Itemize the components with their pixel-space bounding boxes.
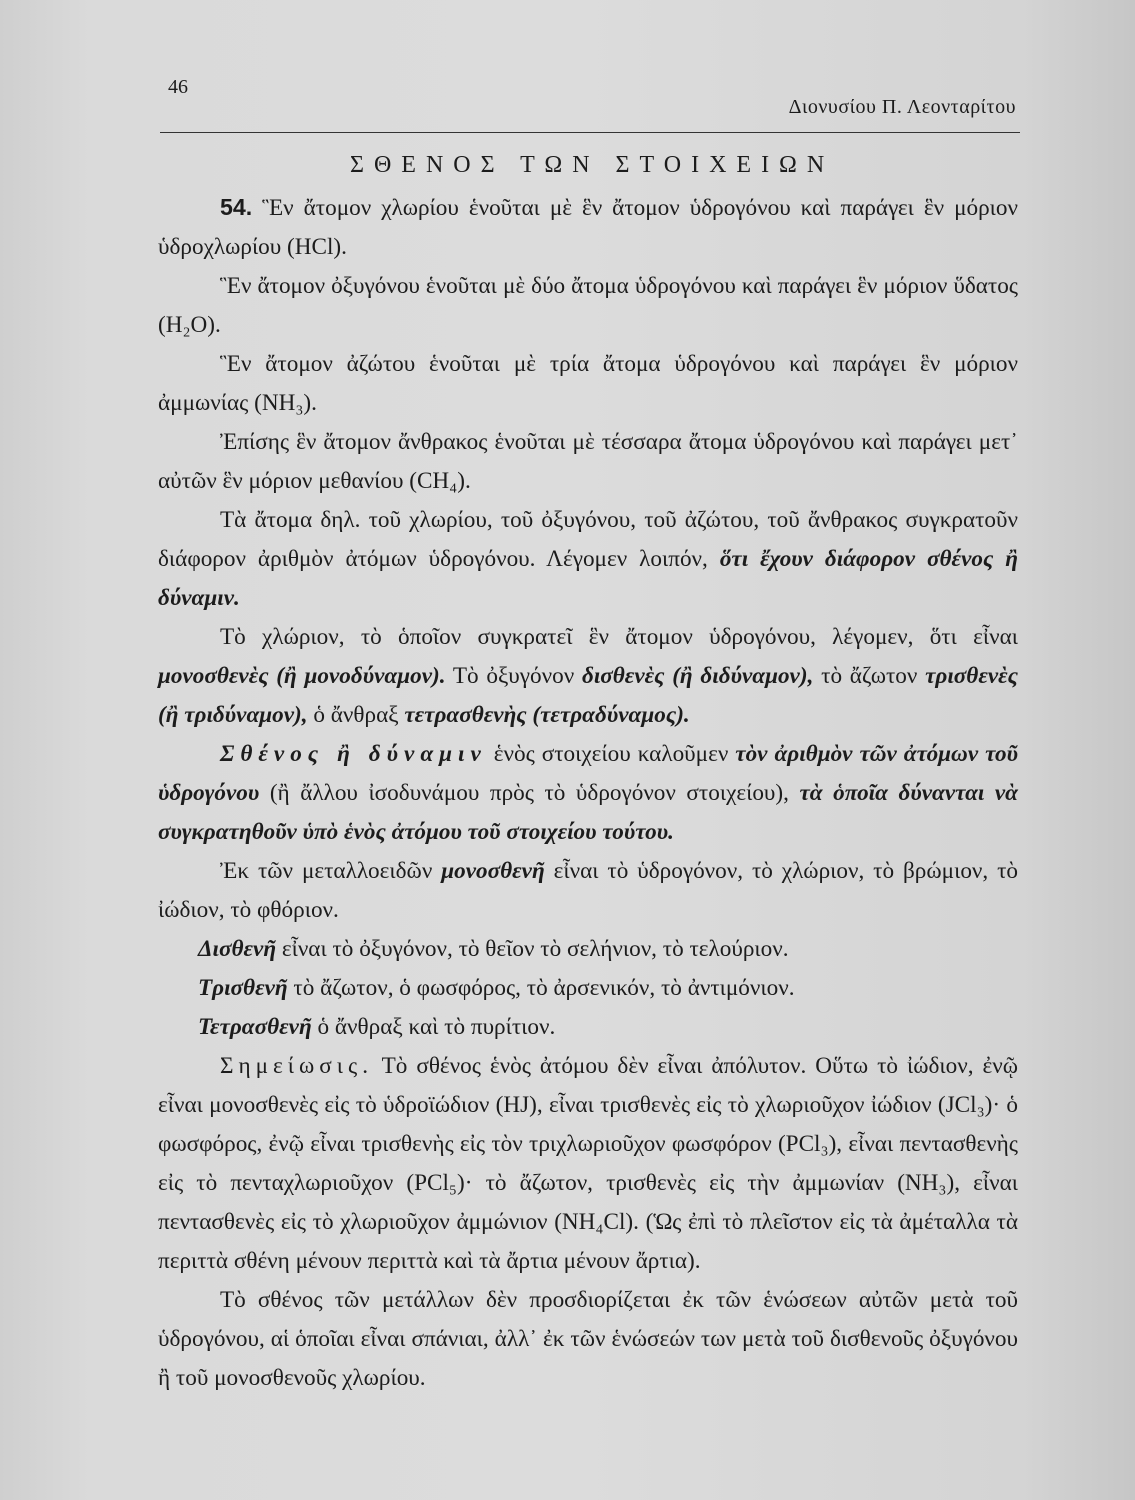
emphasis: τὰ ὁποῖα δύνανται νὰ συγκρατηθοῦν ὑπὸ ἑνὸς ἀτόμου τοῦ στοιχείου τούτου.	[158, 780, 1019, 845]
paragraph-text: Ἐκ τῶν μεταλλοειδῶν	[220, 858, 433, 884]
paragraph: Ἓν ἄτομον ὀξυγόνου ἑνοῦται μὲ δύο ἄτομα ὑδρογόνου καὶ παράγει ἓν μόριον ὕδατος (H₂O).	[158, 273, 1018, 338]
emphasis: τὸν ἀριθμὸν τῶν ἀτόμων τοῦ ὑδρογόνου	[158, 741, 1019, 806]
running-head: Διονυσίου Π. Λεονταρίτου	[788, 96, 1016, 118]
emphasis: Δισθενῆ	[198, 936, 277, 962]
paragraph: Ἓν ἄτομον ἀζώτου ἑνοῦται μὲ τρία ἄτομα ὑδρογόνου καὶ παράγει ἓν μόριον ἀμμωνίας (NH₃).	[158, 351, 1018, 416]
page-number: 46	[168, 76, 188, 98]
emphasis: τρισθενὲς (ἢ τριδύναμον),	[158, 663, 1018, 728]
page-header	[160, 70, 1020, 132]
emphasis: Τετρασθενῆ	[198, 1014, 312, 1040]
paragraph: Ἐπίσης ἓν ἄτομον ἄνθρακος ἑνοῦται μὲ τέσσαρα ἄτομα ὑδρογόνου καὶ παράγει μετ᾽ αὐτῶν ἓν μόριον μεθανίου (CH₄).	[158, 429, 1018, 494]
paragraph-definition	[158, 735, 1018, 852]
note-label: Σημείωσις.	[220, 1053, 374, 1079]
paragraph-text: τὸ ἄζωτον	[821, 663, 918, 689]
body-text	[158, 188, 1018, 1398]
section-title: ΣΘΕΝΟΣ ΤΩΝ ΣΤΟΙΧΕΙΩΝ	[350, 152, 835, 178]
paragraph-text: Τὸ σθένος ἑνὸς ἀτόμου δὲν εἶναι ἀπόλυτον. Οὕτω τὸ ἰώδιον, ἐνῷ εἶναι μονοσθενὲς εἰς τὸ ὑδροϊώδιον (HJ), εἶναι τρισθενὲς εἰς τὸ χλωριοῦχον ἰώδιον (JCl₃)· ὁ φωσφόρος, ἐνῷ εἶναι τρισθενὴς εἰς τὸν τριχλωριοῦχον φωσφόρον (PCl₃), εἶναι πεντασθενὴς εἰς τὸ πενταχλωριοῦχον (PCl₅)· τὸ ἄζωτον, τρισθενὲς εἰς τὴν ἀμμωνίαν (NH₃), εἶναι πεντασθενὲς εἰς τὸ χλωριοῦχον ἀμμώνιον (NH₄Cl). (Ὡς ἐπὶ τὸ πλεῖστον εἰς τὰ ἀμέταλλα τὰ περιττὰ σθένη μένουν περιττὰ καὶ τὰ ἄρτια μένουν ἄρτια).	[158, 1053, 1018, 1274]
emphasis: Τρισθενῆ	[198, 975, 288, 1001]
emphasis: τετρασθενὴς (τετραδύναμος).	[404, 702, 690, 728]
paragraph	[158, 501, 1018, 618]
emphasis: ὅτι ἔχουν διάφορον σθένος ἢ δύναμιν.	[158, 546, 1018, 611]
paragraph-54	[158, 188, 1018, 267]
paragraph-text: (ἢ ἄλλου ἰσοδυνάμου πρὸς τὸ ὑδρογόνον στοιχείου),	[269, 780, 789, 806]
paragraph	[158, 852, 1018, 930]
paragraph-text: εἶναι τὸ ὑδρογόνον, τὸ χλώριον, τὸ βρώμιον, τὸ ἰώδιον, τὸ φθόριον.	[158, 858, 1019, 923]
emphasis: μονοσθενὲς (ἢ μονοδύναμον).	[158, 663, 446, 689]
paragraph-text: ὁ ἄνθραξ	[313, 702, 399, 728]
paragraph	[158, 930, 1018, 969]
emphasis: μονοσθενῆ	[441, 858, 545, 884]
header-rule	[160, 132, 1020, 133]
paragraph-text: ὁ ἄνθραξ καὶ τὸ πυρίτιον.	[317, 1014, 556, 1040]
paragraph-text: τὸ ἄζωτον, ὁ φωσφόρος, τὸ ἀρσενικόν, τὸ ἀντιμόνιον.	[293, 975, 795, 1001]
paragraph-text: ἑνὸς στοιχείου καλοῦμεν	[493, 741, 729, 767]
emphasis: δισθενὲς (ἢ διδύναμον),	[581, 663, 814, 689]
spaced-term: Σθένος ἢ δύναμιν	[220, 741, 487, 767]
paragraph: Τὸ σθένος τῶν μετάλλων δὲν προσδιορίζεται ἐκ τῶν ἑνώσεων αὐτῶν μετὰ τοῦ ὑδρογόνου, αἱ ὁποῖαι εἶναι σπάνιαι, ἀλλ᾽ ἐκ τῶν ἑνώσεών των μετὰ τοῦ δισθενοῦς ὀξυγόνου ἢ τοῦ μονοσθενοῦς χλωρίου.	[158, 1287, 1018, 1391]
section-number: 54.	[220, 194, 253, 220]
paragraph-text: Τὰ ἄτομα δηλ. τοῦ χλωρίου, τοῦ ὀξυγόνου, τοῦ ἀζώτου, τοῦ ἄνθρακος συγκρατοῦν διάφορον ἀριθμὸν ἀτόμων ὑδρογόνου. Λέγομεν λοιπόν,	[158, 507, 1018, 572]
paragraph-text: εἶναι τὸ ὀξυγόνον, τὸ θεῖον τὸ σελήνιον, τὸ τελούριον.	[281, 936, 789, 962]
paragraph-text: Ἓν ἄτομον χλωρίου ἑνοῦται μὲ ἓν ἄτομον ὑδρογόνου καὶ παράγει ἓν μόριον ὑδροχλωρίου (HCl).	[158, 195, 1018, 260]
paragraph-text: Τὸ χλώριον, τὸ ὁποῖον συγκρατεῖ ἓν ἄτομον ὑδρογόνου, λέγομεν, ὅτι εἶναι	[220, 624, 1018, 650]
paragraph	[158, 618, 1018, 735]
paragraph-text: Τὸ ὀξυγόνον	[452, 663, 575, 689]
paragraph	[158, 969, 1018, 1008]
paragraph-note	[158, 1047, 1018, 1281]
paragraph	[158, 1008, 1018, 1047]
